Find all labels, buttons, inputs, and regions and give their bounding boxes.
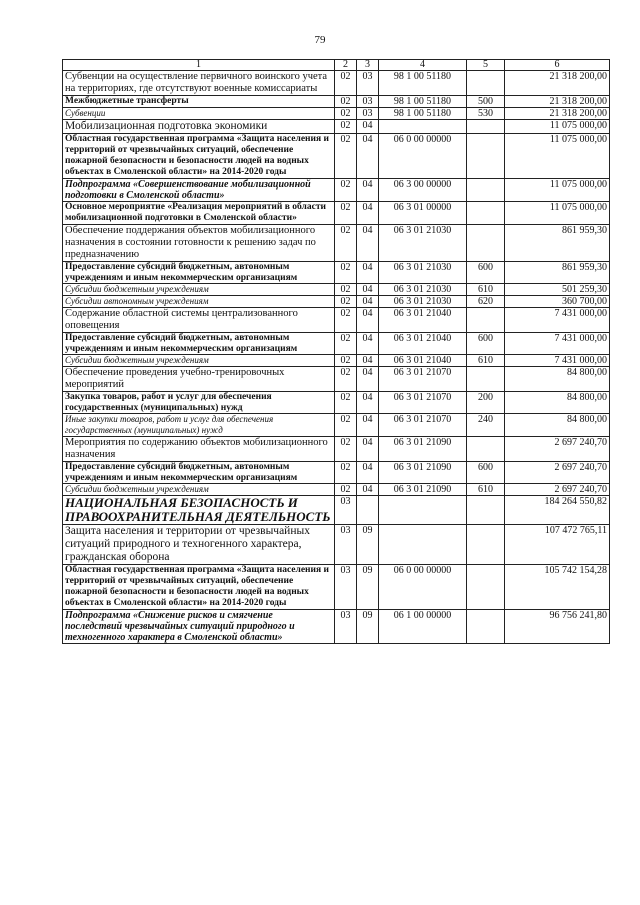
row-subsection: 04	[357, 414, 379, 437]
row-amount: 107 472 765,11	[505, 525, 610, 565]
table-row	[63, 179, 610, 202]
table-row	[63, 134, 610, 179]
row-target-article: 06 3 01 21090	[379, 484, 467, 496]
row-target-article: 06 3 01 21030	[379, 262, 467, 284]
row-section: 02	[335, 108, 357, 120]
table-row	[63, 462, 610, 484]
row-name: НАЦИОНАЛЬНАЯ БЕЗОПАСНОСТЬ И ПРАВООХРАНИТЕЛЬНАЯ ДЕЯТЕЛЬНОСТЬ	[63, 496, 335, 525]
row-subsection: 04	[357, 296, 379, 308]
row-amount: 501 259,30	[505, 284, 610, 296]
row-subsection: 04	[357, 284, 379, 296]
row-name: Предоставление субсидий бюджетным, автономным учреждениям и иным некоммерческим организациям	[63, 262, 335, 284]
row-target-article: 06 3 01 21040	[379, 333, 467, 355]
table-row	[63, 108, 610, 120]
table-row	[63, 71, 610, 96]
row-expense-type: 240	[467, 414, 505, 437]
row-expense-type	[467, 565, 505, 610]
row-expense-type: 610	[467, 484, 505, 496]
row-section: 02	[335, 225, 357, 262]
table-row	[63, 610, 610, 644]
row-amount: 861 959,30	[505, 262, 610, 284]
row-subsection: 04	[357, 134, 379, 179]
row-target-article: 06 3 01 21090	[379, 462, 467, 484]
row-name: Содержание областной системы централизованного оповещения	[63, 308, 335, 333]
row-subsection: 04	[357, 355, 379, 367]
row-name: Основное мероприятие «Реализация мероприятий в области мобилизационной подготовки в Смоленской области»	[63, 202, 335, 225]
row-name: Областная государственная программа «Защита населения и территорий от чрезвычайных ситуаций, обеспечение пожарной безопасности и безопасности людей на водных объектах в Смоленской области» на 2014-2020 годы	[63, 565, 335, 610]
row-target-article: 06 3 01 21070	[379, 414, 467, 437]
row-section: 02	[335, 296, 357, 308]
row-amount: 861 959,30	[505, 225, 610, 262]
row-section: 02	[335, 120, 357, 134]
row-amount: 2 697 240,70	[505, 437, 610, 462]
row-expense-type	[467, 437, 505, 462]
row-amount: 84 800,00	[505, 414, 610, 437]
row-name: Субвенции	[63, 108, 335, 120]
row-section: 02	[335, 96, 357, 108]
row-name: Обеспечение проведения учебно-тренировочных мероприятий	[63, 367, 335, 392]
row-subsection: 04	[357, 262, 379, 284]
row-target-article: 06 0 00 00000	[379, 134, 467, 179]
row-amount: 7 431 000,00	[505, 308, 610, 333]
row-expense-type: 610	[467, 355, 505, 367]
table-row	[63, 225, 610, 262]
row-name: Мероприятия по содержанию объектов мобилизационного назначения	[63, 437, 335, 462]
row-section: 03	[335, 610, 357, 644]
row-expense-type: 610	[467, 284, 505, 296]
table-row	[63, 333, 610, 355]
row-name: Областная государственная программа «Защита населения и территорий от чрезвычайных ситуаций, обеспечение пожарной безопасности и безопасности людей на водных объектах в Смоленской области» на 2014-2020 годы	[63, 134, 335, 179]
row-target-article: 06 3 01 21030	[379, 296, 467, 308]
row-subsection: 09	[357, 610, 379, 644]
page-number: 79	[314, 34, 326, 46]
row-target-article: 06 3 00 00000	[379, 179, 467, 202]
row-name: Иные закупки товаров, работ и услуг для обеспечения государственных (муниципальных) нужд	[63, 414, 335, 437]
row-section: 02	[335, 179, 357, 202]
table-row	[63, 496, 610, 525]
table-header-row	[63, 60, 610, 71]
table-row	[63, 308, 610, 333]
row-section: 02	[335, 71, 357, 96]
row-expense-type	[467, 610, 505, 644]
table-row	[63, 202, 610, 225]
row-amount: 7 431 000,00	[505, 333, 610, 355]
table-row	[63, 262, 610, 284]
row-amount: 11 075 000,00	[505, 134, 610, 179]
row-section: 03	[335, 525, 357, 565]
budget-table	[62, 59, 610, 644]
row-target-article	[379, 496, 467, 525]
column-header: 1	[63, 60, 335, 71]
row-subsection: 04	[357, 225, 379, 262]
row-target-article: 06 3 01 21090	[379, 437, 467, 462]
row-amount: 105 742 154,28	[505, 565, 610, 610]
row-target-article: 06 0 00 00000	[379, 565, 467, 610]
row-expense-type: 500	[467, 96, 505, 108]
table-row	[63, 120, 610, 134]
row-expense-type	[467, 496, 505, 525]
row-name: Мобилизационная подготовка экономики	[63, 120, 335, 134]
row-expense-type	[467, 202, 505, 225]
row-expense-type	[467, 525, 505, 565]
row-expense-type	[467, 225, 505, 262]
table-row	[63, 565, 610, 610]
column-header: 6	[505, 60, 610, 71]
table-row	[63, 484, 610, 496]
row-target-article: 06 3 01 21070	[379, 367, 467, 392]
row-target-article: 98 1 00 51180	[379, 96, 467, 108]
row-subsection: 04	[357, 179, 379, 202]
row-target-article: 06 3 01 21030	[379, 284, 467, 296]
table-row	[63, 414, 610, 437]
row-expense-type	[467, 308, 505, 333]
row-subsection	[357, 496, 379, 525]
table-row	[63, 355, 610, 367]
table-row	[63, 367, 610, 392]
table-row	[63, 437, 610, 462]
row-section: 02	[335, 333, 357, 355]
row-name: Подпрограмма «Снижение рисков и смягчение последствий чрезвычайных ситуаций природного и техногенного характера в Смоленской области»	[63, 610, 335, 644]
row-amount: 360 700,00	[505, 296, 610, 308]
row-expense-type: 600	[467, 462, 505, 484]
row-subsection: 03	[357, 71, 379, 96]
row-expense-type: 600	[467, 262, 505, 284]
row-subsection: 04	[357, 437, 379, 462]
row-amount: 21 318 200,00	[505, 71, 610, 96]
table-row	[63, 284, 610, 296]
row-section: 02	[335, 308, 357, 333]
row-name: Субвенции на осуществление первичного воинского учета на территориях, где отсутствуют военные комиссариаты	[63, 71, 335, 96]
row-expense-type	[467, 120, 505, 134]
row-expense-type: 620	[467, 296, 505, 308]
row-target-article	[379, 120, 467, 134]
row-subsection: 09	[357, 525, 379, 565]
row-target-article	[379, 525, 467, 565]
row-expense-type: 200	[467, 392, 505, 414]
row-name: Субсидии автономным учреждениям	[63, 296, 335, 308]
row-section: 02	[335, 484, 357, 496]
row-name: Подпрограмма «Совершенствование мобилизационной подготовки в Смоленской области»	[63, 179, 335, 202]
row-name: Защита населения и территории от чрезвычайных ситуаций природного и техногенного характера, гражданская оборона	[63, 525, 335, 565]
row-subsection: 04	[357, 308, 379, 333]
row-section: 02	[335, 262, 357, 284]
row-expense-type	[467, 179, 505, 202]
table-row	[63, 96, 610, 108]
row-target-article: 06 3 01 21070	[379, 392, 467, 414]
row-section: 02	[335, 462, 357, 484]
row-amount: 7 431 000,00	[505, 355, 610, 367]
row-name: Закупка товаров, работ и услуг для обеспечения государственных (муниципальных) нужд	[63, 392, 335, 414]
row-amount: 11 075 000,00	[505, 179, 610, 202]
row-target-article: 06 3 01 21040	[379, 355, 467, 367]
row-section: 02	[335, 414, 357, 437]
row-section: 02	[335, 392, 357, 414]
table-row	[63, 525, 610, 565]
row-amount: 11 075 000,00	[505, 202, 610, 225]
row-subsection: 03	[357, 96, 379, 108]
row-subsection: 04	[357, 484, 379, 496]
row-target-article: 98 1 00 51180	[379, 71, 467, 96]
row-amount: 21 318 200,00	[505, 96, 610, 108]
row-amount: 96 756 241,80	[505, 610, 610, 644]
row-name: Предоставление субсидий бюджетным, автономным учреждениям и иным некоммерческим организациям	[63, 462, 335, 484]
row-amount: 84 800,00	[505, 392, 610, 414]
column-header: 5	[467, 60, 505, 71]
row-section: 02	[335, 437, 357, 462]
row-subsection: 04	[357, 392, 379, 414]
row-name: Обеспечение поддержания объектов мобилизационного назначения в состоянии готовности к решению задач по предназначению	[63, 225, 335, 262]
row-amount: 11 075 000,00	[505, 120, 610, 134]
row-amount: 2 697 240,70	[505, 462, 610, 484]
column-header: 2	[335, 60, 357, 71]
row-name: Субсидии бюджетным учреждениям	[63, 284, 335, 296]
row-target-article: 06 3 01 21040	[379, 308, 467, 333]
row-subsection: 04	[357, 367, 379, 392]
row-section: 02	[335, 202, 357, 225]
row-target-article: 98 1 00 51180	[379, 108, 467, 120]
row-amount: 21 318 200,00	[505, 108, 610, 120]
row-section: 02	[335, 134, 357, 179]
row-subsection: 09	[357, 565, 379, 610]
row-expense-type	[467, 134, 505, 179]
row-expense-type: 530	[467, 108, 505, 120]
row-section: 03	[335, 565, 357, 610]
row-target-article: 06 1 00 00000	[379, 610, 467, 644]
row-name: Субсидии бюджетным учреждениям	[63, 355, 335, 367]
row-expense-type	[467, 367, 505, 392]
row-amount: 2 697 240,70	[505, 484, 610, 496]
row-subsection: 04	[357, 462, 379, 484]
row-name: Межбюджетные трансферты	[63, 96, 335, 108]
row-section: 02	[335, 367, 357, 392]
column-header: 3	[357, 60, 379, 71]
row-name: Предоставление субсидий бюджетным, автономным учреждениям и иным некоммерческим организациям	[63, 333, 335, 355]
row-target-article: 06 3 01 21030	[379, 225, 467, 262]
row-section: 02	[335, 284, 357, 296]
row-subsection: 03	[357, 108, 379, 120]
row-amount: 184 264 550,82	[505, 496, 610, 525]
row-subsection: 04	[357, 202, 379, 225]
table-row	[63, 296, 610, 308]
table-row	[63, 392, 610, 414]
column-header: 4	[379, 60, 467, 71]
row-name: Субсидии бюджетным учреждениям	[63, 484, 335, 496]
row-amount: 84 800,00	[505, 367, 610, 392]
row-expense-type: 600	[467, 333, 505, 355]
row-expense-type	[467, 71, 505, 96]
row-subsection: 04	[357, 120, 379, 134]
row-section: 03	[335, 496, 357, 525]
row-section: 02	[335, 355, 357, 367]
row-subsection: 04	[357, 333, 379, 355]
row-target-article: 06 3 01 00000	[379, 202, 467, 225]
